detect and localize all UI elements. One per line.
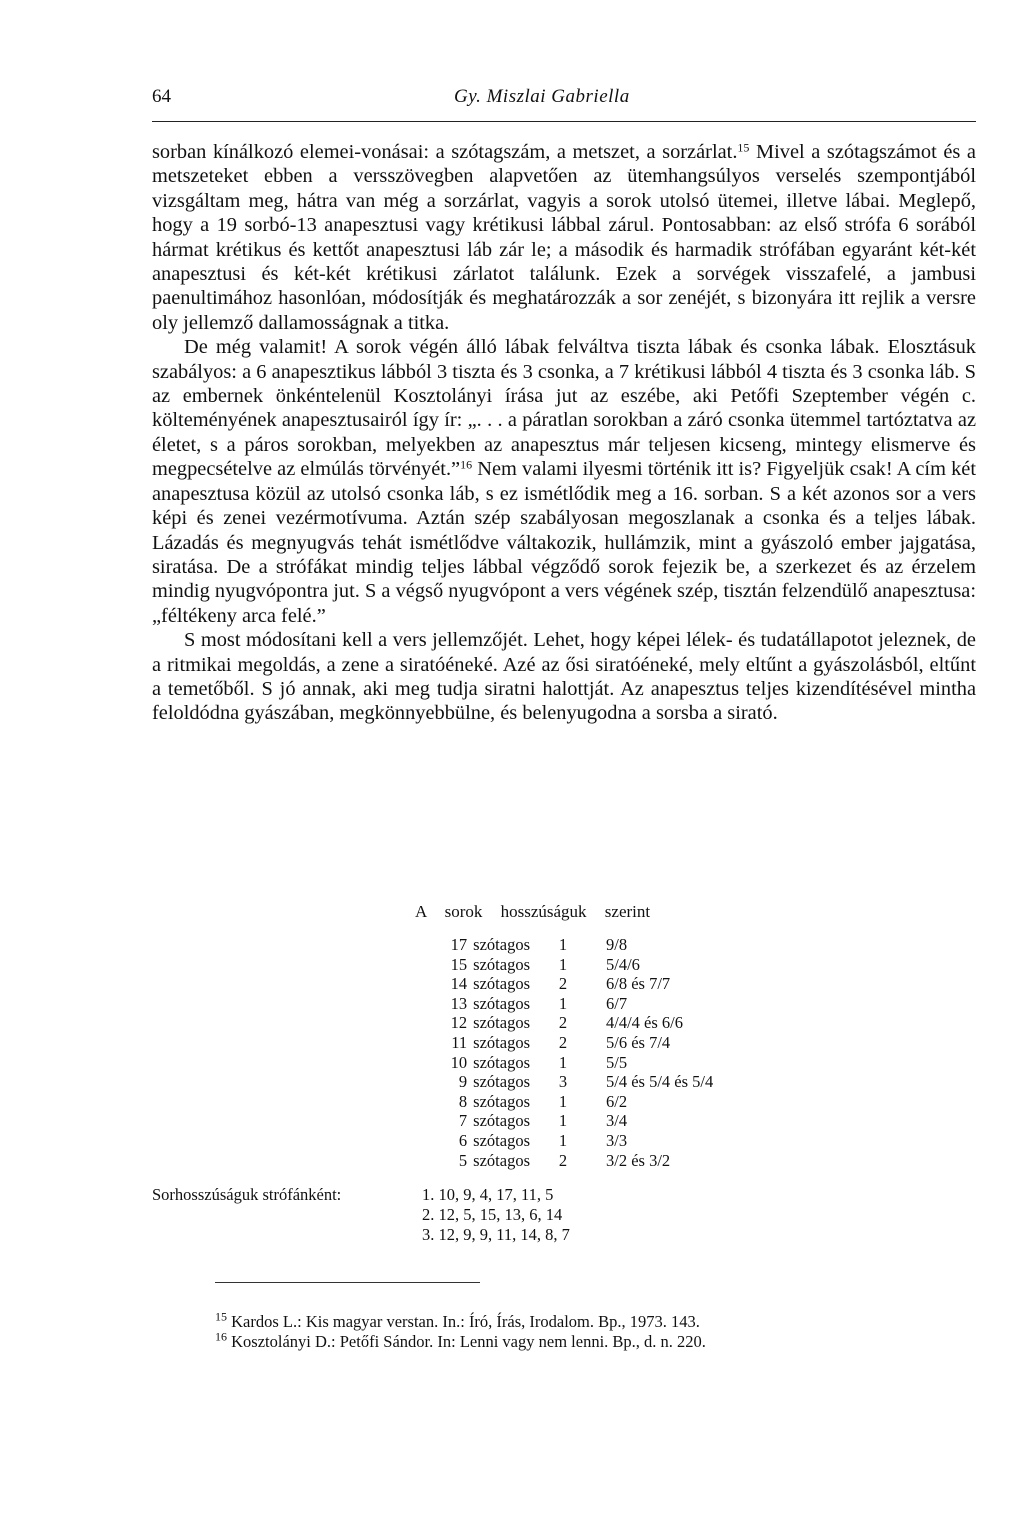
row-line-count: 1	[558, 993, 568, 1013]
row-line-count: 2	[558, 1013, 568, 1033]
length-table-row	[380, 1072, 713, 1092]
page-number: 64	[152, 86, 171, 107]
row-syllable-label	[380, 1053, 530, 1073]
row-syllable-label	[380, 1033, 530, 1053]
length-table-row	[380, 1151, 713, 1171]
row-line-count: 2	[558, 974, 568, 994]
row-caesura-pattern: 5/4 és 5/4 és 5/4	[606, 1072, 714, 1092]
footnote-ref-15: 15	[737, 140, 750, 155]
row-caesura-pattern: 6/8 és 7/7	[606, 974, 671, 994]
length-table-row	[380, 1053, 713, 1073]
row-syllable-count: 15	[450, 954, 468, 974]
row-syllable-label	[380, 1013, 530, 1033]
row-syllable-label	[380, 974, 530, 994]
page-header	[152, 86, 976, 116]
row-unit: szótagos	[473, 1150, 530, 1170]
row-syllable-count: 13	[450, 993, 468, 1013]
row-syllable-label	[380, 935, 530, 955]
row-caesura-pattern: 5/6 és 7/4	[606, 1032, 671, 1052]
length-table-row	[380, 1033, 713, 1053]
row-syllable-count: 5	[458, 1150, 468, 1170]
row-syllable-count: 9	[458, 1072, 468, 1092]
length-table-row	[380, 1092, 713, 1112]
row-syllable-label	[380, 955, 530, 975]
length-table-title: A sorok hosszúságuk szerint	[415, 902, 651, 921]
running-title: Gy. Miszlai Gabriella	[454, 86, 630, 107]
length-table-row	[380, 1131, 713, 1151]
row-caesura-pattern: 4/4/4 és 6/6	[606, 1013, 683, 1033]
row-syllable-label	[380, 1092, 530, 1112]
row-line-count: 1	[558, 1111, 568, 1131]
row-unit: szótagos	[473, 954, 530, 974]
row-syllable-count: 6	[458, 1130, 468, 1150]
row-syllable-count: 10	[450, 1052, 468, 1072]
row-line-count: 1	[558, 1052, 568, 1072]
row-unit: szótagos	[473, 1111, 530, 1131]
row-syllable-count: 12	[450, 1013, 468, 1033]
row-unit: szótagos	[473, 974, 530, 994]
length-table-row	[380, 994, 713, 1014]
row-line-count: 1	[558, 1091, 568, 1111]
row-caesura-pattern: 9/8	[606, 935, 628, 954]
length-table-row	[380, 955, 713, 975]
length-table-row	[380, 935, 713, 955]
length-table-row	[380, 974, 713, 994]
footnote-15: $^{15}$ Kardos L.: Kis magyar verstan. In.: Író, Írás, Irodalom. Bp., 1973. 143.	[215, 1309, 700, 1331]
paragraph-2: De még valamit! A sorok végén álló lábak felváltva tiszta lábak és csonka lábak. Elosztásuk szabályos: a 6 anapesztikus lábból 3 tiszta és 3 csonka, a 7 krétikusi lábból 4 tiszta és 3 csonka láb. S az embernek önkéntelenül Kosztolányi írása jut az eszébe, aki Petőfi Szeptember végén c. költeményének anapesztusairól így ír: „. . . a páratlan sorokban a záró csonka ütemmel tartóztatva az életet, s a páros sorokban, melyekben az anapesztus már teljesen kicseng, mintegy elismerve és megpecsételve az elmúlás törvényét.”$^{16}$ Nem valami ilyesmi történik itt is? Figyeljük csak! A cím két anapesztusa közül az utolsó csonka láb, s ez ismétlődik meg a 16. sorban. S a két azonos sor a vers képi és zenei vezérmotívuma. Aztán szép szabályosan megoszlanak a csonka és a teljes lábak. Lázadás és megnyugvás tehát ismétlődve váltakozik, hullámzik, mint a gyászoló ember jajgatása, siratása. De a strófákat mindig teljes lábbal végződő sorok fejezik be, a szerkezet és az érzelem mindig nyugvópontra jut. S a végső nyugvópont a vers végének szép, tisztán felzendülő anapesztusa: „féltékeny arca felé.”	[152, 336, 977, 627]
row-caesura-pattern: 3/3	[606, 1130, 628, 1150]
row-caesura-pattern: 3/2 és 3/2	[606, 1150, 671, 1170]
length-table-row	[380, 1111, 713, 1131]
row-line-count: 1	[558, 935, 568, 954]
row-caesura-pattern: 5/4/6	[606, 954, 640, 974]
strophe-lengths-lines	[422, 1185, 570, 1244]
footnote-ref-16: 16	[460, 457, 473, 472]
length-table-row	[380, 1013, 713, 1033]
row-syllable-count: 11	[451, 1032, 468, 1052]
body-text	[152, 140, 976, 726]
row-caesura-pattern: 6/7	[606, 993, 628, 1013]
row-caesura-pattern: 5/5	[606, 1052, 628, 1072]
paragraph-1: sorban kínálkozó elemei-vonásai: a szótagszám, a metszet, a sorzárlat.$^{15}$ Mivel a szótagszámot és a metszeteket ebben a versszövegben alapvetően az ütemhangsúlyos verselés szempontjából vizsgáltam meg, hátra van még a sorzárlat, vagyis a sorok utolsó ütemei, illetve lábai. Meglepő, hogy a 19 sorbó-13 anapesztusi vagy krétikusi lábbal zárul. Pontosabban: az első strófa 6 sorából hármat krétikus és kettőt anapesztusi láb zár le; a második és harmadik strófában egyaránt két-két anapesztusi és két-két krétikusi zárlatot találunk. Ezek a sorvégek visszafelé, a jambusi paenultimához hasonlóan, módosítják és meghatározzák a sor zenéjét, s bizonyára itt rejlik a versre oly jellemző dallamosságnak a titka.	[152, 140, 976, 334]
row-syllable-label	[380, 1131, 530, 1151]
strophe-lengths-label: Sorhosszúságuk strófánként:	[152, 1185, 342, 1204]
row-line-count: 1	[558, 954, 568, 974]
row-syllable-label	[380, 1111, 530, 1131]
row-line-count: 2	[558, 1150, 568, 1170]
row-unit: szótagos	[473, 1072, 530, 1092]
row-syllable-count: 17	[450, 935, 468, 954]
paragraph-3: S most módosítani kell a vers jellemzőjét. Lehet, hogy képei lélek- és tudatállapotot jeleznek, de a ritmikai megoldás, a zene a siratóéneké. Azé az ősi siratóéneké, mely eltűnt a gyászolásból, eltűnt a temetőből. S jó annak, aki meg tudja siratni halottját. Az anapesztus teljes kizendítésével mintha feloldódna gyászában, megkönnyebbülne, és belenyugodna a sorsba a sirató.	[152, 629, 976, 725]
row-syllable-count: 8	[458, 1091, 468, 1111]
row-syllable-count: 7	[458, 1111, 468, 1131]
row-syllable-label	[380, 1072, 530, 1092]
strophe-line-3: 3. 12, 9, 9, 11, 14, 8, 7	[422, 1224, 570, 1244]
row-unit: szótagos	[473, 1052, 530, 1072]
row-unit: szótagos	[473, 1091, 530, 1111]
row-line-count: 1	[558, 1130, 568, 1150]
row-caesura-pattern: 3/4	[606, 1111, 628, 1131]
row-line-count: 2	[558, 1032, 568, 1052]
row-syllable-count: 14	[450, 974, 468, 994]
strophe-line-2: 2. 12, 5, 15, 13, 6, 14	[422, 1204, 563, 1224]
row-unit: szótagos	[473, 993, 530, 1013]
row-caesura-pattern: 6/2	[606, 1091, 628, 1111]
row-unit: szótagos	[473, 1032, 530, 1052]
row-syllable-label	[380, 994, 530, 1014]
row-unit: szótagos	[473, 1130, 530, 1150]
strophe-line-1: 1. 10, 9, 4, 17, 11, 5	[422, 1185, 554, 1204]
header-rule	[152, 121, 976, 122]
row-unit: szótagos	[473, 1013, 530, 1033]
row-unit: szótagos	[473, 935, 530, 954]
row-line-count: 3	[558, 1072, 568, 1092]
row-syllable-label	[380, 1151, 530, 1171]
footnotes	[215, 1309, 706, 1352]
footnote-16: $^{16}$ Kosztolányi D.: Petőfi Sándor. In: Lenni vagy nem lenni. Bp., d. n. 220.	[215, 1329, 706, 1351]
footnote-rule	[215, 1282, 480, 1283]
length-table	[380, 935, 713, 1170]
